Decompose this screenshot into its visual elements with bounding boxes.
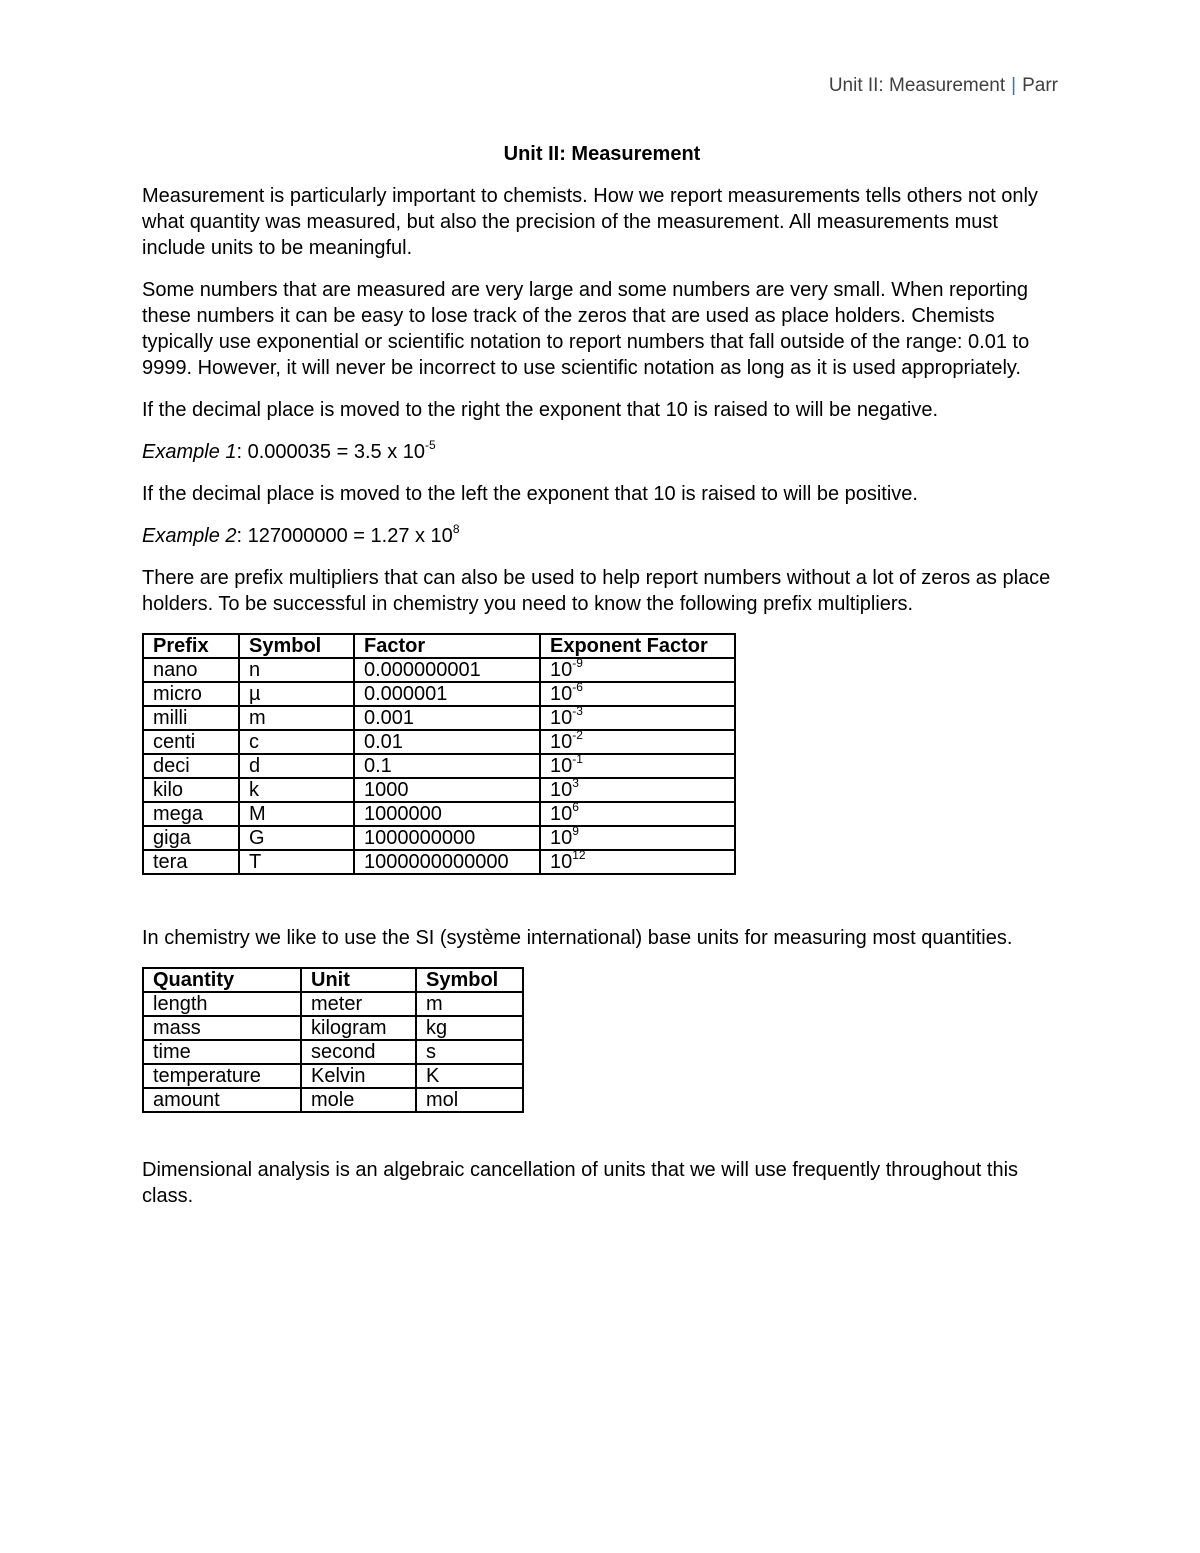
negative-exponent-paragraph: If the decimal place is moved to the right the exponent that 10 is raised to will be negative. — [142, 399, 939, 421]
exponent-base: 10 — [550, 851, 573, 873]
prefix-cell: tera — [143, 850, 239, 874]
table-row — [143, 682, 735, 706]
si-table-header-row — [143, 968, 523, 992]
example-1-label: Example 1 — [142, 441, 237, 463]
exponent-cell — [540, 826, 735, 850]
prefix-table-header-row — [143, 634, 735, 658]
quantity-header: Quantity — [143, 968, 301, 992]
exponent-base: 10 — [550, 659, 573, 681]
positive-exponent-paragraph: If the decimal place is moved to the left the exponent that 10 is raised to will be positive. — [142, 483, 918, 505]
prefix-cell: nano — [143, 658, 239, 682]
table-row — [143, 658, 735, 682]
prefix-paragraph: There are prefix multipliers that can also be used to help report numbers without a lot of zeros as place holders. To be successful in chemistry you need to know the following prefix multipliers. — [142, 567, 1051, 615]
exponent-cell — [540, 754, 735, 778]
example-2-colon: : — [236, 525, 243, 547]
symbol-cell: kg — [416, 1016, 523, 1040]
exponent-base: 10 — [550, 827, 573, 849]
table-row — [143, 1040, 523, 1064]
symbol-cell: k — [239, 778, 354, 802]
table-row — [143, 850, 735, 874]
unit-header: Unit — [301, 968, 416, 992]
quantity-cell: length — [143, 992, 301, 1016]
unit-cell: meter — [301, 992, 416, 1016]
exponent-cell — [540, 850, 735, 874]
exponent-cell — [540, 658, 735, 682]
exponent-base: 10 — [550, 779, 573, 801]
prefix-table — [142, 633, 736, 875]
prefix-cell: deci — [143, 754, 239, 778]
table-row — [143, 802, 735, 826]
unit-cell: mole — [301, 1088, 416, 1112]
example-1-exponent: -5 — [425, 438, 436, 453]
factor-cell: 0.000000001 — [354, 658, 540, 682]
exponent-base: 10 — [550, 683, 573, 705]
prefix-cell: kilo — [143, 778, 239, 802]
page-title: Unit II: Measurement — [503, 143, 701, 165]
prefix-cell: milli — [143, 706, 239, 730]
symbol-header: Symbol — [416, 968, 523, 992]
prefix-cell: centi — [143, 730, 239, 754]
header-title: Unit II: Measurement — [828, 75, 1006, 96]
table-row — [143, 730, 735, 754]
table-row — [143, 992, 523, 1016]
factor-cell: 1000000000000 — [354, 850, 540, 874]
quantity-cell: mass — [143, 1016, 301, 1040]
exponent-power: -1 — [572, 752, 583, 767]
symbol-cell: G — [239, 826, 354, 850]
exponent-power: 3 — [572, 776, 579, 791]
factor-cell: 1000000000 — [354, 826, 540, 850]
exponent-power: 12 — [572, 848, 586, 863]
unit-cell: Kelvin — [301, 1064, 416, 1088]
exponent-cell — [540, 706, 735, 730]
prefix-cell: giga — [143, 826, 239, 850]
exponent-cell — [540, 730, 735, 754]
example-1-colon: : — [236, 441, 243, 463]
exponent-base: 10 — [550, 731, 573, 753]
example-2 — [142, 523, 1062, 549]
table-row — [143, 706, 735, 730]
quantity-cell: temperature — [143, 1064, 301, 1088]
unit-cell: kilogram — [301, 1016, 416, 1040]
symbol-cell: K — [416, 1064, 523, 1088]
document-body — [142, 141, 1062, 1225]
factor-cell: 0.1 — [354, 754, 540, 778]
example-1-expression: 0.000035 = 3.5 x 10 — [242, 441, 425, 463]
quantity-cell: amount — [143, 1088, 301, 1112]
exponent-power: -2 — [572, 728, 583, 743]
symbol-cell: s — [416, 1040, 523, 1064]
exponent-power: -6 — [572, 680, 583, 695]
factor-cell: 0.001 — [354, 706, 540, 730]
table-row — [143, 754, 735, 778]
table-row — [143, 778, 735, 802]
example-2-exponent: 8 — [452, 522, 460, 537]
prefix-cell: micro — [143, 682, 239, 706]
exponent-base: 10 — [550, 755, 573, 777]
symbol-cell: d — [239, 754, 354, 778]
exponent-power: -9 — [572, 656, 583, 671]
table-row — [143, 1088, 523, 1112]
page-header — [829, 73, 1058, 99]
symbol-cell: T — [239, 850, 354, 874]
quantity-cell: time — [143, 1040, 301, 1064]
header-separator: | — [1011, 75, 1017, 96]
exponent-power: 6 — [572, 800, 579, 815]
table-row — [143, 1064, 523, 1088]
example-2-expression: 127000000 = 1.27 x 10 — [242, 525, 453, 547]
prefix-header: Prefix — [143, 634, 239, 658]
table-row — [143, 826, 735, 850]
unit-cell: second — [301, 1040, 416, 1064]
symbol-cell: µ — [239, 682, 354, 706]
example-1 — [142, 439, 1062, 465]
prefix-cell: mega — [143, 802, 239, 826]
factor-cell: 1000000 — [354, 802, 540, 826]
factor-cell: 0.000001 — [354, 682, 540, 706]
symbol-header: Symbol — [239, 634, 354, 658]
factor-cell: 0.01 — [354, 730, 540, 754]
exponent-base: 10 — [550, 707, 573, 729]
exponent-base: 10 — [550, 803, 573, 825]
example-2-label: Example 2 — [142, 525, 237, 547]
si-units-paragraph: In chemistry we like to use the SI (système international) base units for measuring most quantities. — [142, 927, 1013, 949]
notation-paragraph: Some numbers that are measured are very large and some numbers are very small. When reporting these numbers it can be easy to lose track of the zeros that are used as place holders. Chemists typically use exponential or scientific notation to report numbers that fall outside of the range: 0.01 to 9999. However, it will never be incorrect to use scientific notation as long as it is used appropriately. — [142, 279, 1030, 379]
dimensional-analysis-paragraph: Dimensional analysis is an algebraic cancellation of units that we will use frequently throughout this class. — [142, 1159, 1019, 1207]
exponent-factor-header: Exponent Factor — [540, 634, 735, 658]
exponent-power: 9 — [572, 824, 579, 839]
intro-paragraph: Measurement is particularly important to chemists. How we report measurements tells others not only what quantity was measured, but also the precision of the measurement. All measurements must include units to be meaningful. — [142, 185, 1038, 259]
exponent-cell — [540, 778, 735, 802]
exponent-cell — [540, 802, 735, 826]
exponent-power: -3 — [572, 704, 583, 719]
si-units-table — [142, 967, 524, 1113]
factor-header: Factor — [354, 634, 540, 658]
symbol-cell: mol — [416, 1088, 523, 1112]
symbol-cell: m — [239, 706, 354, 730]
symbol-cell: n — [239, 658, 354, 682]
factor-cell: 1000 — [354, 778, 540, 802]
symbol-cell: M — [239, 802, 354, 826]
symbol-cell: c — [239, 730, 354, 754]
table-row — [143, 1016, 523, 1040]
symbol-cell: m — [416, 992, 523, 1016]
header-author: Parr — [1022, 75, 1058, 96]
exponent-cell — [540, 682, 735, 706]
